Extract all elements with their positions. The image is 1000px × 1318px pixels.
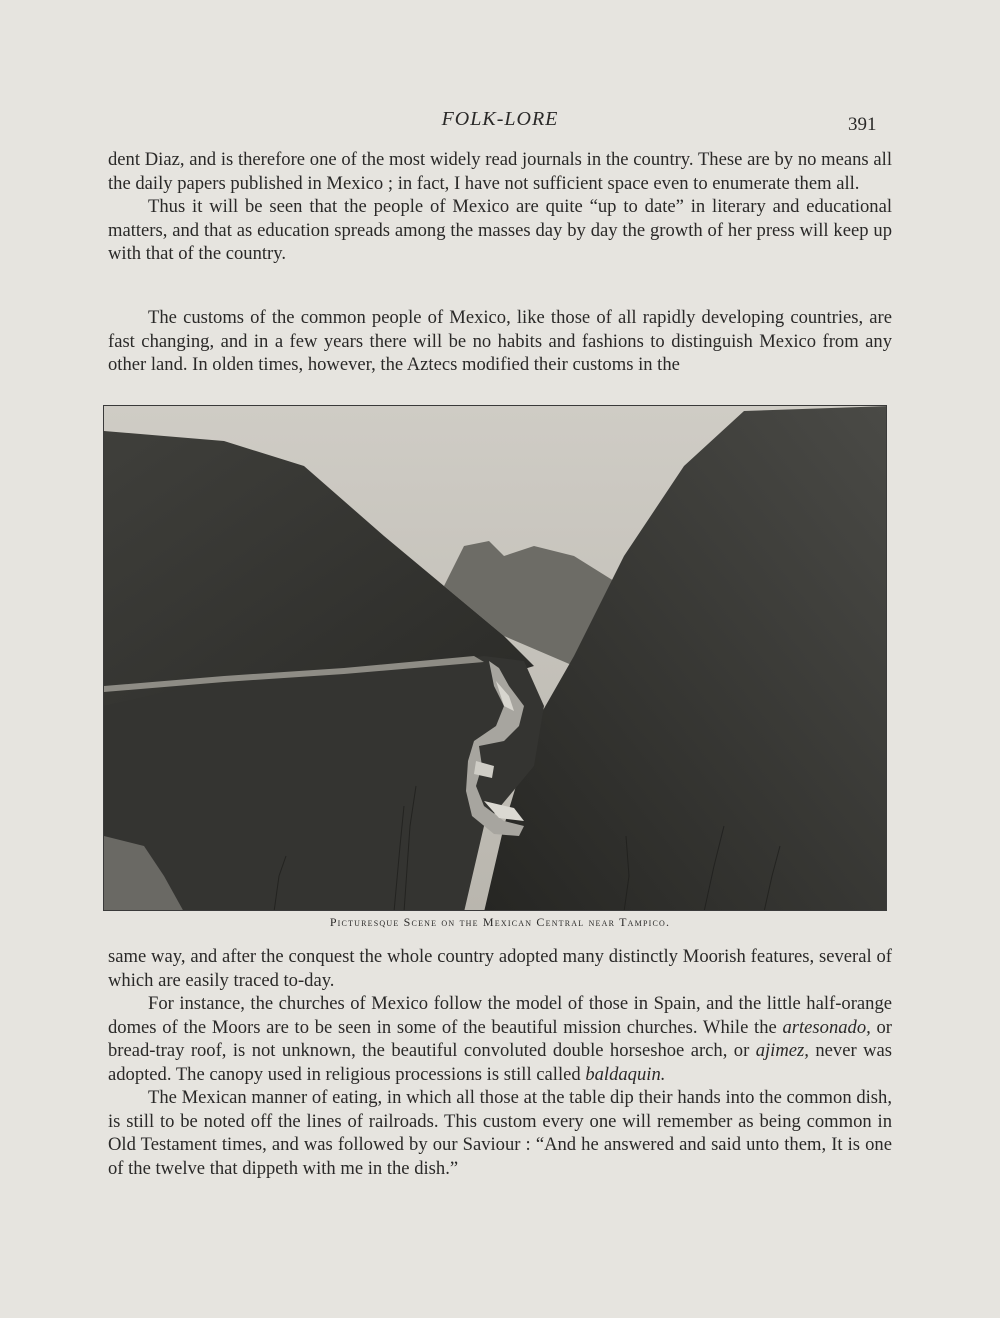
- paragraph-churches-part-b: or bread-tray roof, is not unknown, the beautiful convoluted double horseshoe arch, or: [108, 1016, 892, 1061]
- landscape-photograph: [103, 405, 887, 911]
- paragraph-churches-part-a: For instance, the churches of Mexico follow the model of those in Spain, and the little half-orange domes of the Moors are to be seen in some of the beautiful mission churches. While the: [108, 993, 892, 1038]
- figure-caption: Picturesque Scene on the Mexican Central near Tampico.: [329, 915, 671, 929]
- paragraph-eating: The Mexican manner of eating, in which all those at the table dip their hands into the common dish, is still to be noted off the lines of railroads. This custom every one will remember as being common in Old Testament times, and was followed by our Saviour : “And he answered and said unto them, It is one of the twelve that dippeth with me in the dish.”: [108, 1087, 892, 1179]
- term-ajimez: ajimez,: [755, 1040, 809, 1061]
- text-block-top: [108, 148, 892, 266]
- paragraph-churches-part-c: never was adopted. The canopy used in religious processions is still called: [108, 1040, 892, 1085]
- term-artesonado: artesonado,: [782, 1016, 871, 1038]
- term-baldaquin: baldaquin.: [585, 1063, 666, 1085]
- paragraph-same-way: same way, and after the conquest the whole country adopted many distinctly Moorish features, several of which are easily traced to-day.: [108, 946, 892, 991]
- paragraph-up-to-date: Thus it will be seen that the people of Mexico are quite “up to date” in literary and educational matters, and that as education spreads among the masses day by day the growth of her press will keep up with that of the country.: [108, 196, 892, 264]
- text-block-bottom: [108, 945, 892, 1180]
- paragraph-customs: The customs of the common people of Mexico, like those of all rapidly developing countries, are fast changing, and in a few years there will be no habits and fashions to distinguish Mexico from any other land. In olden times, however, the Aztecs modified their customs in the: [108, 307, 892, 375]
- paragraph-continuation: dent Diaz, and is therefore one of the most widely read journals in the country. These are by no means all the daily papers published in Mexico ; in fact, I have not sufficient space even to enumerate them all.: [108, 149, 892, 194]
- page-number: 391: [848, 114, 877, 135]
- valley-scene-illustration: [104, 406, 887, 911]
- text-block-customs: [108, 306, 892, 377]
- paragraph-churches: [108, 992, 892, 1086]
- running-title: FOLK-LORE: [441, 108, 559, 130]
